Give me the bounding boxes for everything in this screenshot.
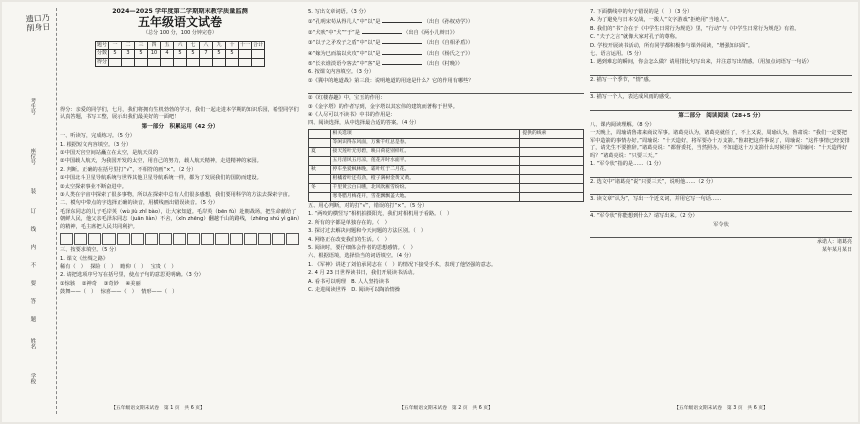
stamp-label: 军令状 bbox=[713, 221, 729, 228]
table-row: 冬 千里黄云白日曛，北风吹雁雪纷纷。 bbox=[309, 183, 584, 192]
margin-label: 姓名 bbox=[29, 338, 36, 349]
score-row-label: 分数 bbox=[96, 50, 107, 57]
score-row-label: 得分 bbox=[96, 58, 107, 65]
page-column-3: 7. 下面横线中的句子错误的是（ ）（3 分） A. 为了避免与日本交战，一拨人“文字游戏”拒绝用“当地人”。 B. 我们的“书”合在于《中学生日常行为规范》里，“行动”与《中学生日常行为规范》有着。 C. “夫子之言”就像大家对孔子的尊称。 D. 学校开展读书活动，所有同学都积极参与课外阅读，“增强知识面”。 七、语言运用。（5 分） 1. 遇到难忘的瞬间，你会怎么做？请用排比句写出来，并注意写出情感。（用加点词语写一句话） 2. 描写一个季节，“情”感。 3. 描写一个人，表达成风雨的感受。 第二部分 阅读阅读（28+5 分） 八、课内阅读理解。（8 分） 一天晚上，周瑜请鲁肃来商议军事。诸葛亮认为，诸葛亮就任了，不上又说，周瑜认为，鲁肃说：“我们一定要把军中造箭的事情办好。”周瑜说：“十天造好，将军要办十万支箭。”鲁肃把这件事说了，周瑜说：“这件事情已经安排了，请先生不要推辞。”诸葛亮说：“都督委托，当然照办。不知道这十万支箭什么时候用？”周瑜问：“十天造得好吗？”诸葛亮说：“只要三天。” 1. “军令状”指的是……（1 分） 2. 选文中“诸葛亮”说“只要三天”，说明他……（2 分） 3. 读文章“认为”，写出一个近义词，并用它写一句话…… 4. “军令状”你能想到什么？请写出来。（2 分） 军令状 承诺人：诸葛亮 某年某月某日 【五年级语文期末试卷 第 3 页 共 6 页】 bbox=[590, 9, 852, 411]
question-title: 6. 按课文内容填空。（3 分） bbox=[308, 69, 375, 76]
exam-note: （总分 100 分，100 分钟完卷） bbox=[143, 30, 217, 37]
question-title: 四、阅读选择，从中选择最合适的答案。（4 分） bbox=[308, 120, 420, 127]
exam-title: 五年级语文试卷 bbox=[137, 15, 222, 30]
writing-grid[interactable] bbox=[60, 233, 300, 245]
score-row-label: 题号 bbox=[96, 41, 107, 48]
question-title: 三、按要求填空。（5 分） bbox=[60, 247, 120, 254]
answer-line[interactable] bbox=[590, 230, 852, 238]
margin-label: 答 bbox=[29, 298, 36, 304]
question-title: 7. 下面横线中的句子错误的是（ ）（3 分） bbox=[590, 9, 693, 15]
margin-label: 考生号 bbox=[29, 98, 36, 115]
margin-label: 内 bbox=[29, 244, 36, 250]
table-row: 夏 接天莲叶无穷碧，映日荷花别样红。 bbox=[309, 147, 584, 156]
signature: 承诺人：诸葛亮 bbox=[816, 239, 852, 246]
question-title: 五、用心判断，对的打“√”，错误的打“×”。（5 分） bbox=[308, 202, 428, 209]
handwritten-stamp: 遗口乃 削身日 bbox=[25, 13, 51, 33]
page-column-2: 5. 写出文章词语。（3 分） ①“孔明宋苟从得几人”中“以”是 （出自《孙权劝学》） ②“犬吠”中“犬”“于”是 （出自《两小儿辩日》） ③“以子之矛攻子之盾”中“以”是 （出自《自相矛盾》） ④“嫁为巳而翁以火攻”中“以”是 （出自《杨氏之子》） ⑤“长衣谁淡语今客去”中“客”是 （出自《村晚》） 6. 按课文内容填空。（3 分） ①《冀中的地道战》第三段：说明地道的用途是什么？它的作用有哪些？ ②《红楼春趣》中，宝玉的作用： ③《金字塔》的作者写到，金字塔以其宏伟的建筑而著称于世界。 ④《人尽可以不读书》中书的作用是： 四、阅读选择，从中选择最合适的答案。（4 分） 相关选项 提供的线索 等闲识得东风面，万紫千红总是春。 夏 接天莲叶无穷碧，映日荷花别样红。 五月清风五月凉，莲花开时水面平。 秋 停车坐爱枫林晚，霜叶红于二月花。 柑橘着叶还有劲，橙子满树金黄又黄。 冬 千里黄云白日曛，北风吹雁雪纷纷。 寒冬腊月梅花开，雪花飘飘盖大地。 五、用心判断，对的打“√”，错误的打“×”。（5 分） 1. “两咬的横竖写”相机拍摄阳光，我们对相机用于看路。（ ） 2. 所有的字都是单独存在的。（ ） 3. 探讨过去解决问题和今天问题的方法区别。（ ） 4. 网络正在改变我们的生活。（ ） 5. 阅读时，要仔细体会作者的思想感情。（ ） 六、根据语境，选择恰当的词语填空。（4 分） 1. 《军神》讲述了刘伯承同志在（ ）的情况下接受手术，表现了他坚强的意志。 2. 4 月 23 日世界读书日，我们开展读书活动。 A. 看书可以明理 B. 人人坚持读书 C. 走进阅读世界 D. 阅读可以陶冶情操 【五年级语文期末试卷 第 2 页 共 6 页】 bbox=[308, 8, 584, 414]
table-row: 等闲识得东风面，万紫千红总是春。 bbox=[309, 138, 584, 147]
page-footer: 【五年级语文期末试卷 第 3 页 共 6 页】 bbox=[674, 405, 768, 411]
score-table: 题号 一 二 三 四 五 六 七 八 九 十 十一 合计 分数 5 3 5 10 4 5 5 7 5 5 得分 bbox=[96, 41, 263, 65]
school-year: 2024—2025 学年度第二学期期末教学质量监测 bbox=[112, 8, 248, 15]
question-title: 一、听读写，完成练习。（5 分） bbox=[60, 133, 135, 140]
answer-line[interactable] bbox=[590, 187, 852, 195]
exam-header bbox=[25, 8, 300, 70]
margin-label: 不 bbox=[29, 262, 36, 268]
reading-passage: 一天晚上，周瑜请鲁肃来商议军事。诸葛亮认为，诸葛亮就任了，不上又说，周瑜认为，鲁肃说：“我们一定要把军中造箭的事情办好。”周瑜说：“十天造好，将军要办十万支箭。”鲁肃把这件事说了，周瑜说：“这件事情已经安排了，请先生不要推辞。”诸葛亮说：“都督委托，当然照办。不知道这十万支箭什么时候用？”周瑜问：“十天造得好吗？”诸葛亮说：“只要三天。” bbox=[590, 130, 850, 159]
table-row: 五月清风五月凉，莲花开时水面平。 bbox=[309, 156, 584, 165]
margin-label: 座位号 bbox=[29, 148, 36, 165]
answer-line[interactable] bbox=[590, 68, 852, 76]
binding-margin bbox=[14, 8, 57, 414]
page-footer: 【五年级语文期末试卷 第 1 页 共 6 页】 bbox=[111, 405, 205, 411]
question-title: 七、语言运用。（5 分） bbox=[590, 51, 645, 58]
part-title: 第二部分 阅读阅读（28+5 分） bbox=[678, 112, 764, 119]
margin-label: 题 bbox=[29, 316, 36, 322]
poetry-table: 相关选项 提供的线索 等闲识得东风面，万紫千红总是春。 夏 接天莲叶无穷碧，映日荷花别样红。 五月清风五月凉，莲花开时水面平。 秋 停车坐爱枫林晚，霜叶红于二月花。 柑橘着叶还有劲，橙子满树金黄又黄。 冬 千里黄云白日曛，北风吹雁雪纷纷。 寒冬腊月梅花开，雪花飘飘盖大地。 bbox=[308, 129, 584, 202]
answer-line[interactable] bbox=[308, 86, 584, 94]
question-title: 5. 写出文章词语。（3 分） bbox=[308, 9, 369, 15]
answer-line[interactable] bbox=[590, 85, 852, 93]
question-title: 八、课内阅读理解。（8 分） bbox=[590, 122, 655, 129]
table-row: 柑橘着叶还有劲，橙子满树金黄又黄。 bbox=[309, 174, 584, 183]
signature-date: 某年某月某日 bbox=[821, 246, 852, 253]
margin-label: 要 bbox=[29, 280, 36, 286]
question-title: 二、模句中带点的字选择正确的读音，用横线画出错误读音。（5 分） bbox=[60, 200, 218, 207]
table-row: 秋 停车坐爱枫林晚，霜叶红于二月花。 bbox=[309, 165, 584, 174]
margin-label: 线 bbox=[29, 226, 36, 232]
table-row: 寒冬腊月梅花开，雪花飘飘盖大地。 bbox=[309, 192, 584, 201]
intro-text: 得分：亲爱的同学们，七月，我们将拥有生机勃勃的学习，我们一起走进本学期的知识乐园，希望同学们认真答题，书写工整，展示出我们最美好的一面吧！ bbox=[60, 107, 299, 121]
answer-line[interactable] bbox=[590, 170, 852, 178]
margin-label: 学校 bbox=[29, 373, 36, 384]
exam-sheet bbox=[2, 2, 858, 422]
page-column-1 bbox=[14, 8, 302, 414]
question-title: 六、根据语境，选择恰当的词语填空。（4 分） bbox=[308, 253, 415, 260]
column-1-body: 得分：亲爱的同学们，七月，我们将拥有生机勃勃的学习，我们一起走进本学期的知识乐园，希望同学们认真答题，书写工整，展示出我们最美好的一面吧！ 第一部分 积累运用（42 分） 一、听读写，完成练习。（5 分） 1. 根据短文内容填空。（3 分） ①中国天宫空间站矗立在太空，是航天员的 ②中国载人航天，为我国开发的太空，用自己的努力，载人航天精神，走进精神的家园。 2. 判断。正确的在括号里打“√”，不相符的画“×”。（2 分） ①中国北斗卫星导航系统与世界其他卫星导航系统一样，都为了发展我们的国防而建设。 ②太空探索事业不断奋进中。 ③人类在宇宙中探索了很多事物，所以在探索中总有人们很多感想，我们要用科学的方法去探索宇宙。 二、模句中带点的字选择正确的读音，用横线画出错误读音。（5 分） 毛泽东同志的儿子毛岸英（wù jiù zhǐ bào），让大家知道。毛岸英（bēn fù）赴朝战场，把生命献给了朝鲜人民，他父亲毛泽东同志（juān liàn）不舍，（xīn zhēng）翻越千山的路线，（zhēng shú yì gān）的精神，毛主席把人民共同利护。 三、按要求填空。（5 分） 1. 课文《丝绸之路》 稀有（ ） 探险（ ） 瞻仰（ ） 宝贵（ ） 2. 请把选项序号写在括号里，使点子句的意思更明确。（3 分） ①惊骇 ②神奇 ③奇妙 ④美丽 鼓舞——（ ） 惊喜——（ ） 情形——（ ） bbox=[60, 107, 300, 296]
answer-line[interactable] bbox=[590, 103, 852, 111]
part-title: 第一部分 积累运用（42 分） bbox=[141, 123, 219, 130]
answer-line[interactable] bbox=[590, 204, 852, 212]
margin-label: 装 bbox=[29, 188, 36, 194]
margin-label: 订 bbox=[29, 208, 36, 214]
page-footer: 【五年级语文期末试卷 第 2 页 共 6 页】 bbox=[399, 405, 493, 411]
